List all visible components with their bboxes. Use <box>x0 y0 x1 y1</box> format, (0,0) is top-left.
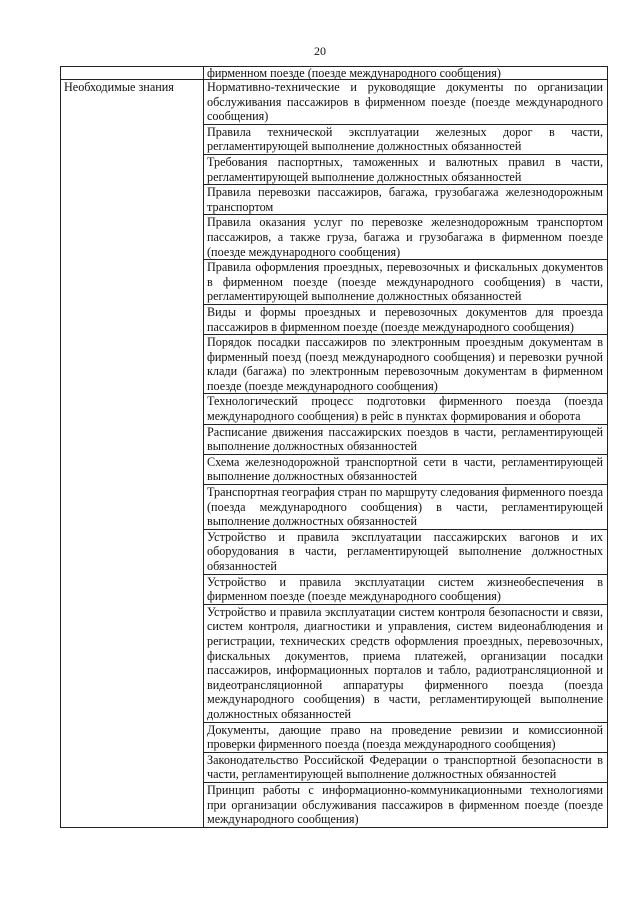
knowledge-item: Расписание движения пассажирских поездов в части, регламентирующей выполнение должностных обязанностей <box>204 424 608 454</box>
knowledge-item: Устройство и правила эксплуатации систем контроля безопасности и связи, систем контроля, диагностики и управления, систем видеонаблюдения и регистрации, технических средств оформления проездных, перевозочных, фискальных документов, приема платежей, организации посадки пассажиров, информационных порталов и табло, радиотрансляционной и видеотрансляционной аппаратуры фирменного поезда (поезда международного сообщения) в части, регламентирующей выполнение должностных обязанностей <box>204 604 608 722</box>
knowledge-table <box>60 66 608 828</box>
knowledge-item: Устройство и правила эксплуатации пассажирских вагонов и их оборудования в части, регламентирующей выполнение должностных обязанностей <box>204 529 608 574</box>
knowledge-item: Документы, дающие право на проведение ревизии и комиссионной проверки фирменного поезда (поезда международного сообщения) <box>204 722 608 752</box>
knowledge-item: Правила технической эксплуатации железных дорог в части, регламентирующей выполнение должностных обязанностей <box>204 124 608 154</box>
table-cell-continued: фирменном поезде (поезде международного сообщения) <box>204 67 608 80</box>
knowledge-item: Принцип работы с информационно-коммуникационными технологиями при организации обслуживания пассажиров в фирменном поезде (поезде международного сообщения) <box>204 782 608 827</box>
knowledge-item: Транспортная география стран по маршруту следования фирменного поезда (поезда международного сообщения) в части, регламентирующей выполнение должностных обязанностей <box>204 485 608 530</box>
knowledge-item: Законодательство Российской Федерации о транспортной безопасности в части, регламентирующей выполнение должностных обязанностей <box>204 752 608 782</box>
table-row-continued <box>61 67 608 80</box>
knowledge-item: Схема железнодорожной транспортной сети в части, регламентирующей выполнение должностных обязанностей <box>204 454 608 484</box>
knowledge-item: Требования паспортных, таможенных и валютных правил в части, регламентирующей выполнение должностных обязанностей <box>204 154 608 184</box>
knowledge-item: Порядок посадки пассажиров по электронным проездным документам в фирменный поезд (поезд международного сообщения) и перевозки ручной клади (багажа) по электронным перевозочным документам в фирменном поезде (поезде международного сообщения) <box>204 335 608 394</box>
knowledge-item: Виды и формы проездных и перевозочных документов для проезда пассажиров в фирменном поезде (поезде международного сообщения) <box>204 304 608 334</box>
knowledge-item: Технологический процесс подготовки фирменного поезда (поезда международного сообщения) в рейс в пунктах формирования и оборота <box>204 394 608 424</box>
table-row <box>61 80 608 125</box>
page-number: 20 <box>314 44 326 58</box>
knowledge-item: Правила оформления проездных, перевозочных и фискальных документов в фирменном поезде (поезде международного сообщения) в части, регламентирующей выполнение должностных обязанностей <box>204 260 608 305</box>
knowledge-item: Правила оказания услуг по перевозке железнодорожным транспортом пассажиров, а также груза, багажа и грузобагажа в фирменном поезде (поезде международного сообщения) <box>204 215 608 260</box>
knowledge-item: Нормативно-технические и руководящие документы по организации обслуживания пассажиров в фирменном поезде (поезде международного сообщения) <box>204 80 608 125</box>
section-label: Необходимые знания <box>61 80 204 828</box>
knowledge-item: Устройство и правила эксплуатации систем жизнеобеспечения в фирменном поезде (поезде международного сообщения) <box>204 574 608 604</box>
table-cell-empty <box>61 67 204 80</box>
knowledge-item: Правила перевозки пассажиров, багажа, грузобагажа железнодорожным транспортом <box>204 185 608 215</box>
